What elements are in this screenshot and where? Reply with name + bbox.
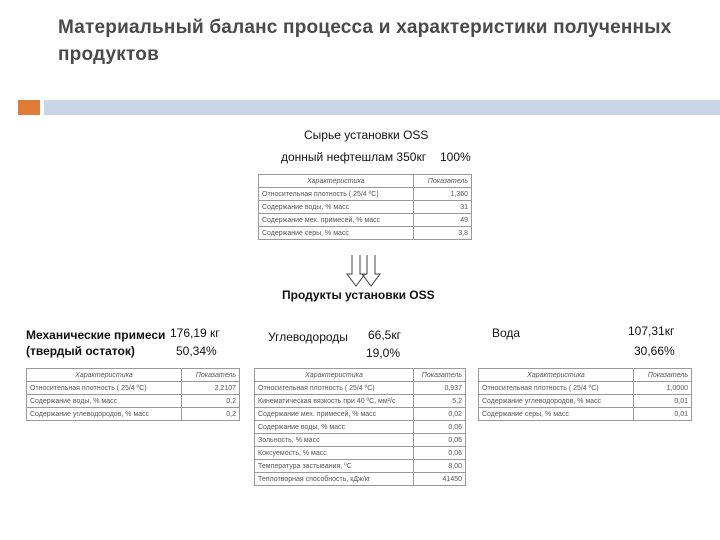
- hydrocarbons-name: Углеводороды: [268, 330, 348, 344]
- table-cell: 0,06: [414, 447, 466, 460]
- feed-percent: 100%: [440, 150, 471, 164]
- down-arrows-icon: [346, 254, 386, 288]
- table-cell: 0,01: [634, 395, 692, 408]
- water-name: Вода: [492, 326, 521, 340]
- table-cell: Относительная плотность ( 25/4 ºС): [27, 382, 182, 395]
- header-cell: Показатель: [634, 369, 692, 382]
- table-cell: 0,02: [414, 408, 466, 421]
- table-cell: Кинематическая вязкость при 40 ºС, мм²/с: [255, 395, 414, 408]
- table-cell: 1,360: [413, 188, 471, 201]
- header-cell: Показатель: [182, 369, 240, 382]
- table-cell: 3,8: [413, 227, 471, 240]
- header-cell: Показатель: [414, 369, 466, 382]
- table-cell: 8,00: [414, 460, 466, 473]
- table-row: [255, 434, 466, 447]
- solid-name-line2: (твердый остаток): [26, 344, 135, 358]
- table-cell: Содержание воды, % масс: [255, 421, 414, 434]
- table-row: [255, 408, 466, 421]
- table-cell: Температура застывания, ºС: [255, 460, 414, 473]
- hydrocarbons-mass: 66,5кг: [368, 328, 401, 342]
- table-row: [479, 382, 692, 395]
- header-cell: Характеристика: [259, 175, 414, 188]
- table-cell: Содержание углеводородов, % масс: [479, 395, 634, 408]
- slide-title: Материальный баланс процесса и характеристики полученных продуктов: [58, 17, 672, 65]
- table-cell: Содержание серы, % масс: [479, 408, 634, 421]
- table-row: [255, 382, 466, 395]
- table-cell: 1,0000: [634, 382, 692, 395]
- table-header-row: [27, 369, 240, 382]
- table-cell: Относительная плотность ( 25/4 ºС): [255, 382, 414, 395]
- table-cell: 41450: [414, 473, 466, 486]
- table-header-row: [479, 369, 692, 382]
- table-cell: Зольность, % масс: [255, 434, 414, 447]
- table-cell: Содержание углеводородов, % масс: [27, 408, 182, 421]
- solid-mass: 176,19 кг: [170, 326, 220, 340]
- table-cell: Содержание мех. примесей, % масс: [259, 214, 414, 227]
- header-cell: Показатель: [413, 175, 471, 188]
- table-cell: 0,2: [182, 408, 240, 421]
- table-cell: 0,937: [414, 382, 466, 395]
- hydrocarbons-percent: 19,0%: [366, 346, 401, 360]
- table-row: [255, 395, 466, 408]
- table-row: [259, 227, 472, 240]
- table-cell: 0,06: [414, 434, 466, 447]
- table-header-row: [259, 175, 472, 188]
- water-mass: 107,31кг: [628, 324, 675, 338]
- table-cell: Содержание серы, % масс: [259, 227, 414, 240]
- table-row: [255, 447, 466, 460]
- table-row: [255, 421, 466, 434]
- solid-percent: 50,34%: [176, 344, 217, 358]
- accent-bar: [18, 100, 40, 115]
- table-cell: Теплотворная способность, кДж/кг: [255, 473, 414, 486]
- solid-table: [26, 368, 240, 421]
- table-cell: Коксуемость, % масс: [255, 447, 414, 460]
- table-row: [479, 408, 692, 421]
- table-row: [259, 188, 472, 201]
- feed-table: [258, 174, 472, 240]
- table-cell: 49: [413, 214, 471, 227]
- table-row: [259, 201, 472, 214]
- table-cell: Содержание воды, % масс: [27, 395, 182, 408]
- water-table: [478, 368, 692, 421]
- table-cell: 0,06: [414, 421, 466, 434]
- table-cell: 2,2107: [182, 382, 240, 395]
- table-row: [259, 214, 472, 227]
- solid-name-line1: Механические примеси: [26, 328, 166, 342]
- water-percent: 30,66%: [634, 344, 675, 358]
- table-row: [27, 395, 240, 408]
- table-header-row: [255, 369, 466, 382]
- header-cell: Характеристика: [27, 369, 182, 382]
- table-cell: Относительная плотность ( 25/4 ºС): [479, 382, 634, 395]
- feed-name: донный нефтешлам 350кг: [281, 150, 427, 164]
- products-heading: Продукты установки OSS: [282, 288, 435, 302]
- feed-heading: Сырье установки OSS: [304, 128, 429, 142]
- table-cell: 31: [413, 201, 471, 214]
- table-cell: Содержание мех. примесей, % масс: [255, 408, 414, 421]
- table-row: [27, 382, 240, 395]
- table-row: [479, 395, 692, 408]
- table-cell: 0,2: [182, 395, 240, 408]
- header-rule: [44, 100, 720, 115]
- hydrocarbons-table: [254, 368, 466, 486]
- table-cell: 0,01: [634, 408, 692, 421]
- table-row: [27, 408, 240, 421]
- table-row: [255, 473, 466, 486]
- header-cell: Характеристика: [479, 369, 634, 382]
- table-cell: Содержание воды, % масс: [259, 201, 414, 214]
- table-row: [255, 460, 466, 473]
- header-cell: Характеристика: [255, 369, 414, 382]
- table-cell: Относительная плотность ( 25/4 ºС): [259, 188, 414, 201]
- table-cell: 5,2: [414, 395, 466, 408]
